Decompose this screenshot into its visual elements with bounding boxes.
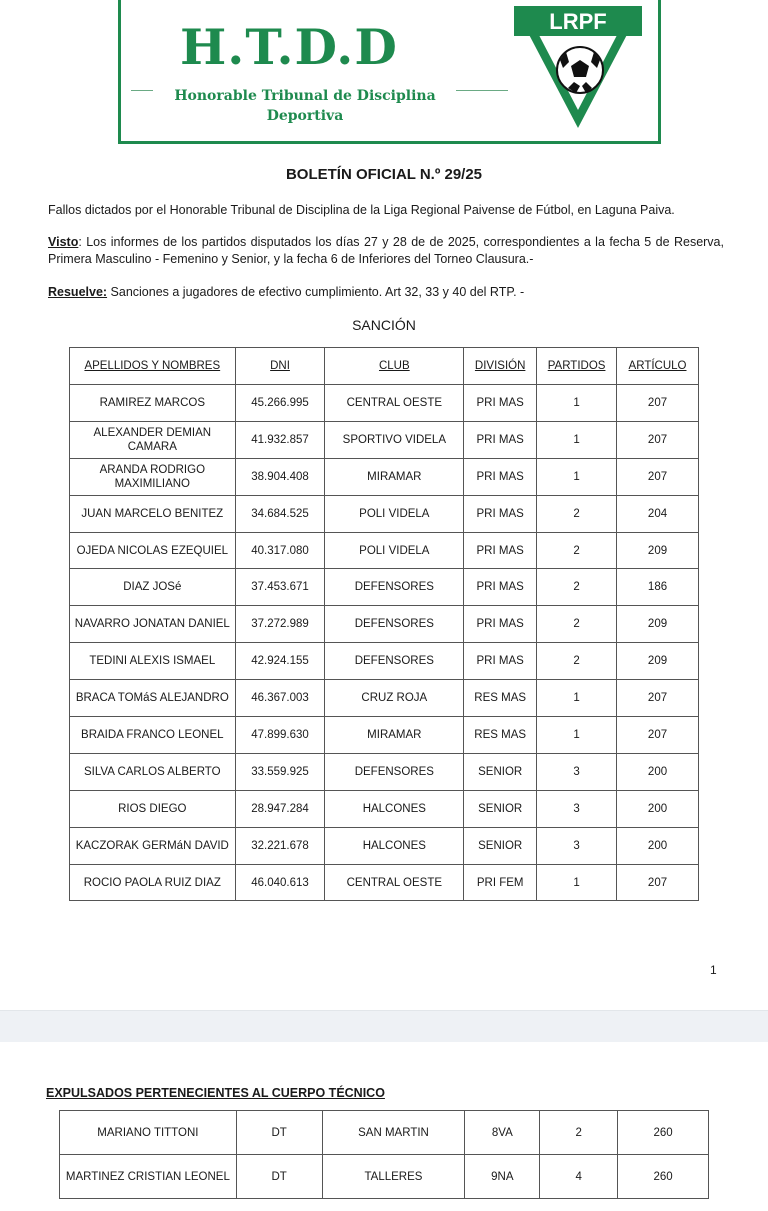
cell-club: HALCONES [325,790,464,827]
cell-dni: 45.266.995 [235,385,325,422]
staff-heading: EXPULSADOS PERTENECIENTES AL CUERPO TÉCNICO [46,1086,385,1100]
table-row [70,753,699,790]
cell-matches: 2 [537,495,617,532]
cell-name: OJEDA NICOLAS EZEQUIEL [70,532,236,569]
visto-label: Visto [48,235,79,249]
cell-division: PRI MAS [464,643,537,680]
table-row [70,717,699,754]
col-header-division: DIVISIÓN [464,348,537,385]
org-acronym: H.T.D.D [180,18,398,76]
cell-dni: 28.947.284 [235,790,325,827]
staff-cell-club: TALLERES [322,1155,465,1199]
cell-article: 207 [617,458,699,495]
cell-dni: 34.684.525 [235,495,325,532]
table-row [70,458,699,495]
cell-division: RES MAS [464,680,537,717]
cell-division: PRI MAS [464,385,537,422]
cell-dni: 37.272.989 [235,606,325,643]
cell-club: POLI VIDELA [325,495,464,532]
cell-matches: 3 [537,790,617,827]
table-row [70,790,699,827]
cell-matches: 1 [537,421,617,458]
table-row [70,606,699,643]
staff-cell-article: 260 [618,1111,709,1155]
table-header-row [70,348,699,385]
col-header-article: ARTÍCULO [617,348,699,385]
cell-club: DEFENSORES [325,753,464,790]
cell-name: BRAIDA FRANCO LEONEL [70,717,236,754]
cell-club: MIRAMAR [325,458,464,495]
cell-club: CENTRAL OESTE [325,385,464,422]
cell-dni: 32.221.678 [235,827,325,864]
cell-club: HALCONES [325,827,464,864]
cell-name: DIAZ JOSé [70,569,236,606]
soccer-ball-icon [557,47,603,93]
cell-division: RES MAS [464,717,537,754]
cell-club: DEFENSORES [325,643,464,680]
header-divider-left [131,90,153,91]
cell-dni: 40.317.080 [235,532,325,569]
cell-name: RAMIREZ MARCOS [70,385,236,422]
table-row [70,385,699,422]
cell-name: KACZORAK GERMáN DAVID [70,827,236,864]
table-row [70,495,699,532]
cell-matches: 1 [537,864,617,901]
cell-article: 209 [617,606,699,643]
cell-article: 200 [617,827,699,864]
staff-cell-club: SAN MARTIN [322,1111,465,1155]
cell-matches: 2 [537,643,617,680]
table-row [70,864,699,901]
cell-division: PRI MAS [464,458,537,495]
cell-club: DEFENSORES [325,569,464,606]
cell-club: POLI VIDELA [325,532,464,569]
cell-article: 207 [617,385,699,422]
staff-cell-name: MARTINEZ CRISTIAN LEONEL [60,1155,237,1199]
league-logo [508,2,648,132]
cell-matches: 3 [537,753,617,790]
cell-matches: 2 [537,569,617,606]
logo-text: LRPF [549,9,607,34]
staff-cell-name: MARIANO TITTONI [60,1111,237,1155]
cell-article: 209 [617,643,699,680]
cell-name: ALEXANDER DEMIAN CAMARA [70,421,236,458]
staff-row [60,1155,709,1199]
staff-row [60,1111,709,1155]
col-header-name: APELLIDOS Y NOMBRES [70,348,236,385]
cell-matches: 1 [537,385,617,422]
visto-paragraph [48,234,724,268]
cell-matches: 2 [537,606,617,643]
cell-club: MIRAMAR [325,717,464,754]
cell-name: ARANDA RODRIGO MAXIMILIANO [70,458,236,495]
cell-dni: 46.040.613 [235,864,325,901]
cell-article: 186 [617,569,699,606]
staff-cell-article: 260 [618,1155,709,1199]
visto-text: : Los informes de los partidos disputados los días 27 y 28 de de 2025, correspondientes a la fecha 5 de Reserva, Primera Masculino - Femenino y Senior, y la fecha 6 de Inferiores del Torneo Clausura.- [48,235,724,266]
table-row [70,827,699,864]
cell-matches: 2 [537,532,617,569]
bulletin-title: BOLETÍN OFICIAL N.º 29/25 [285,166,483,183]
cell-name: NAVARRO JONATAN DANIEL [70,606,236,643]
cell-club: CRUZ ROJA [325,680,464,717]
intro-paragraph: Fallos dictados por el Honorable Tribunal de Disciplina de la Liga Regional Paivense de Fútbol, en Laguna Paiva. [48,203,675,217]
cell-dni: 33.559.925 [235,753,325,790]
cell-article: 200 [617,790,699,827]
cell-dni: 47.899.630 [235,717,325,754]
staff-cell-role: DT [236,1111,322,1155]
cell-article: 200 [617,753,699,790]
cell-division: PRI MAS [464,606,537,643]
table-row [70,532,699,569]
header-divider-right [456,90,508,91]
cell-name: BRACA TOMáS ALEJANDRO [70,680,236,717]
org-full-name: Honorable Tribunal de Disciplina Deportiva [174,88,436,124]
resuelve-paragraph [48,284,724,301]
cell-division: SENIOR [464,827,537,864]
cell-division: PRI MAS [464,532,537,569]
cell-division: PRI MAS [464,421,537,458]
cell-division: PRI MAS [464,495,537,532]
table-row [70,643,699,680]
cell-dni: 42.924.155 [235,643,325,680]
cell-division: PRI MAS [464,569,537,606]
cell-matches: 1 [537,680,617,717]
cell-name: ROCIO PAOLA RUIZ DIAZ [70,864,236,901]
cell-division: PRI FEM [464,864,537,901]
cell-club: DEFENSORES [325,606,464,643]
cell-article: 207 [617,717,699,754]
cell-matches: 1 [537,458,617,495]
table-row [70,569,699,606]
cell-dni: 41.932.857 [235,421,325,458]
cell-article: 207 [617,864,699,901]
staff-cell-category: 8VA [465,1111,540,1155]
staff-cell-category: 9NA [465,1155,540,1199]
col-header-dni: DNI [235,348,325,385]
cell-article: 209 [617,532,699,569]
document-page-2 [0,1042,768,1211]
resuelve-label: Resuelve: [48,285,108,299]
section-title: SANCIÓN [352,317,416,333]
staff-table [59,1110,709,1199]
cell-dni: 46.367.003 [235,680,325,717]
table-row [70,421,699,458]
staff-cell-matches: 2 [540,1111,618,1155]
cell-article: 207 [617,680,699,717]
cell-article: 204 [617,495,699,532]
cell-name: JUAN MARCELO BENITEZ [70,495,236,532]
cell-name: SILVA CARLOS ALBERTO [70,753,236,790]
cell-club: SPORTIVO VIDELA [325,421,464,458]
staff-cell-role: DT [236,1155,322,1199]
cell-name: TEDINI ALEXIS ISMAEL [70,643,236,680]
cell-name: RIOS DIEGO [70,790,236,827]
table-row [70,680,699,717]
cell-division: SENIOR [464,790,537,827]
page-separator [0,1010,768,1042]
cell-dni: 38.904.408 [235,458,325,495]
cell-article: 207 [617,421,699,458]
cell-matches: 1 [537,717,617,754]
staff-cell-matches: 4 [540,1155,618,1199]
col-header-matches: PARTIDOS [537,348,617,385]
cell-division: SENIOR [464,753,537,790]
cell-dni: 37.453.671 [235,569,325,606]
col-header-club: CLUB [325,348,464,385]
cell-club: CENTRAL OESTE [325,864,464,901]
sanctions-table [69,347,699,901]
resuelve-text: Sanciones a jugadores de efectivo cumplimiento. Art 32, 33 y 40 del RTP. - [107,285,525,299]
cell-matches: 3 [537,827,617,864]
page-number: 1 [710,963,717,977]
